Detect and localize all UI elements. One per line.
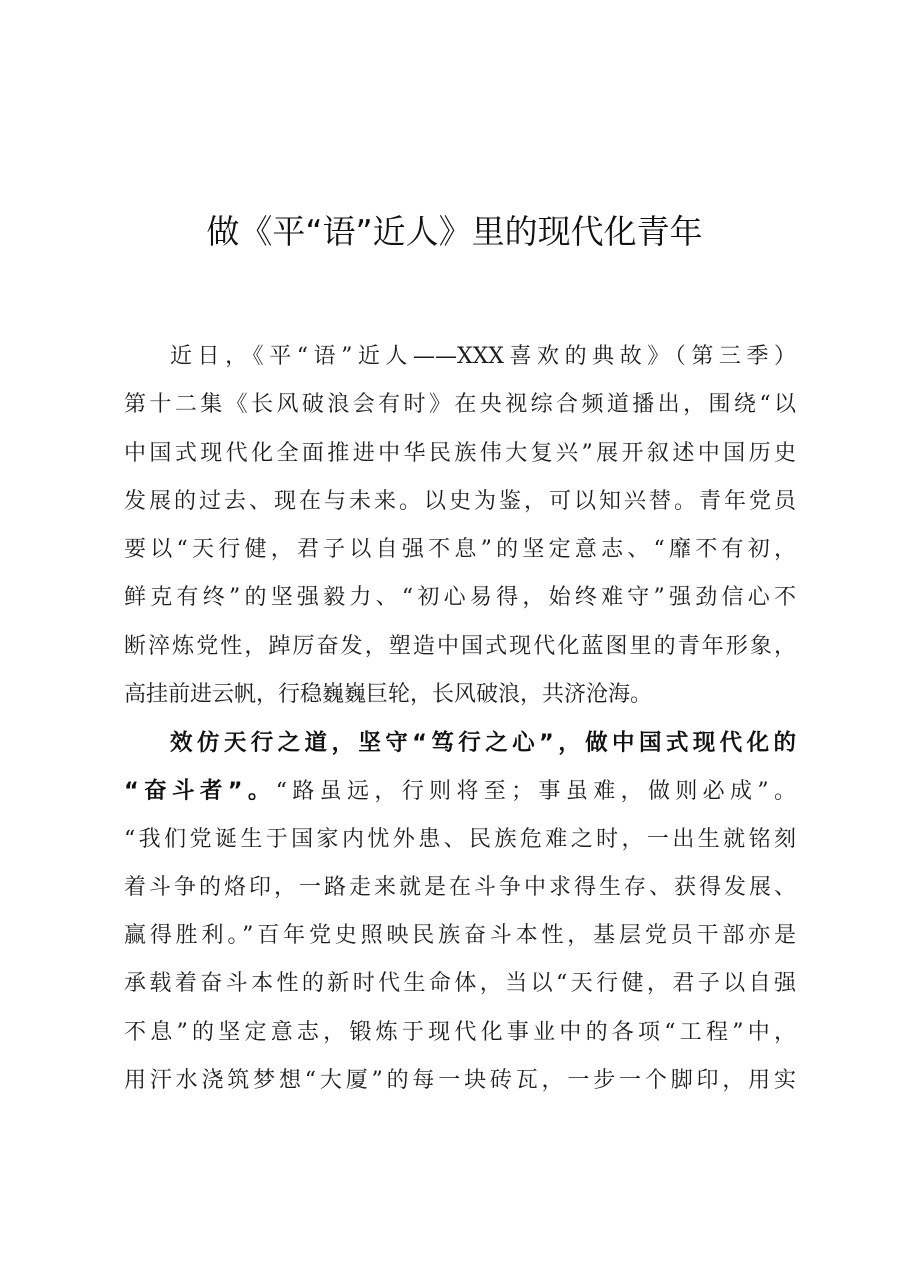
paragraph-2 <box>124 719 796 1105</box>
section-heading-tail: “奋斗者”。 <box>124 778 276 805</box>
section-heading-line: 效仿天行之道，坚守“笃行之心”，做中国式现代化的 <box>170 730 796 756</box>
paragraph-line: 承载着奋斗本性的新时代生命体，当以“天行健，君子以自强 <box>124 971 796 997</box>
paragraph-line: 发展的过去、现在与未来。以史为鉴，可以知兴替。青年党员 <box>124 488 796 514</box>
paragraph-line: 高挂前进云帆，行稳巍巍巨轮，长风破浪，共济沧海。 <box>124 682 653 708</box>
paragraph-1 <box>124 333 796 719</box>
paragraph-line: 用汗水浇筑梦想“大厦”的每一块砖瓦，一步一个脚印，用实 <box>124 1068 796 1094</box>
paragraph-line: 不息”的坚定意志，锻炼于现代化事业中的各项“工程”中， <box>124 1019 796 1045</box>
paragraph-line: 断淬炼党性，踔厉奋发，塑造中国式现代化蓝图里的青年形象， <box>124 633 796 659</box>
paragraph-line: 着斗争的烙印，一路走来就是在斗争中求得生存、获得发展、 <box>124 874 796 900</box>
paragraph-line <box>124 767 796 815</box>
quote-text: “路虽远，行则将至；事虽难，做则必成”。 <box>275 779 796 805</box>
paragraph-line: 近日，《平“语”近人——XXX喜欢的典故》（第三季） <box>170 344 796 369</box>
paragraph-line: 第十二集《长风破浪会有时》在央视综合频道播出，围绕“以 <box>124 392 796 418</box>
paragraph-line: 要以“天行健，君子以自强不息”的坚定意志、“靡不有初， <box>124 537 796 563</box>
paragraph-line: 中国式现代化全面推进中华民族伟大复兴”展开叙述中国历史 <box>124 440 796 466</box>
document-title: 做《平“语”近人》里的现代化青年 <box>206 212 703 251</box>
paragraph-line: “我们党诞生于国家内忧外患、民族危难之时，一出生就铭刻 <box>124 826 796 852</box>
paragraph-line: 赢得胜利。”百年党史照映民族奋斗本性，基层党员干部亦是 <box>124 923 796 949</box>
paragraph-line: 鲜克有终”的坚强毅力、“初心易得，始终难守”强劲信心不 <box>124 585 796 611</box>
